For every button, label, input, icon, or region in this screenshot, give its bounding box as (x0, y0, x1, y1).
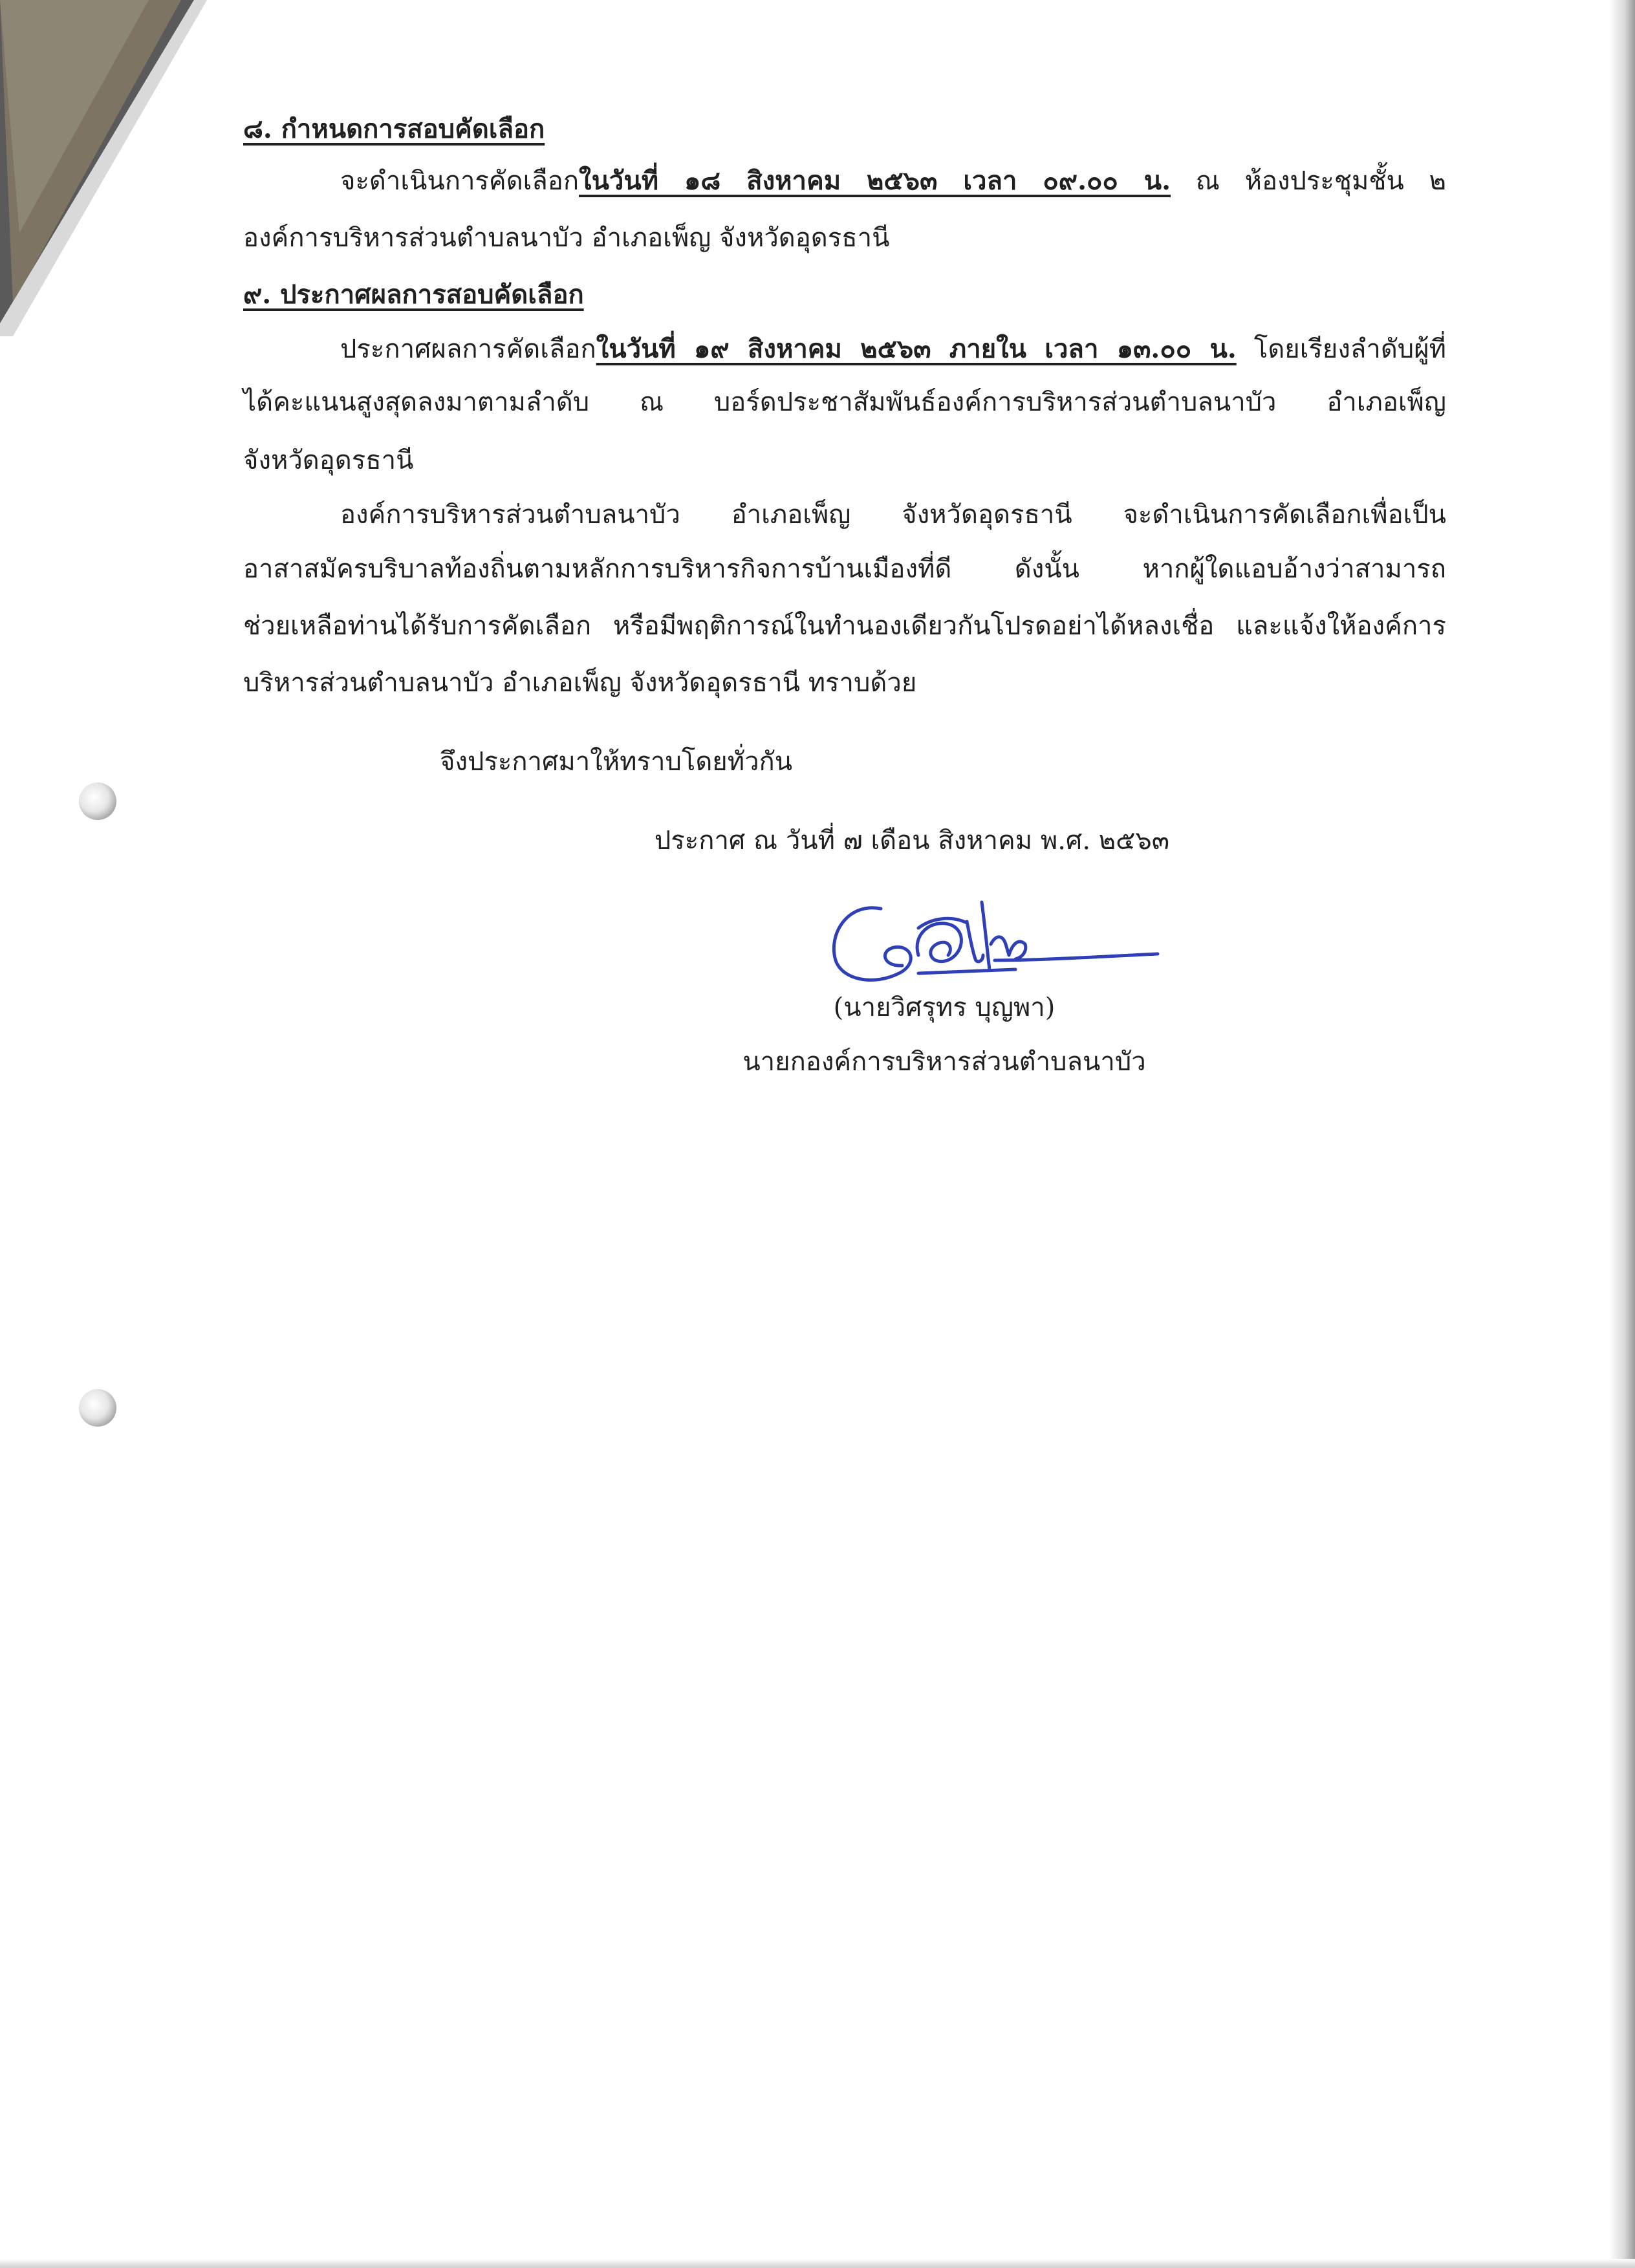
section-9-paragraph-line-1 (243, 331, 1446, 367)
section-9-paragraph-line-2: ได้คะแนนสูงสุดลงมาตามลำดับ ณ บอร์ดประชาสัมพันธ์องค์การบริหารส่วนตำบลนาบัว อำเภอเพ็ญ (243, 387, 1446, 417)
signature (821, 883, 1164, 993)
section-8-paragraph-line-1 (243, 163, 1446, 199)
folded-corner (0, 0, 207, 336)
section-8-venue: ณ ห้องประชุมชั้น ๒ (1171, 166, 1446, 196)
section-9-lead: ประกาศผลการคัดเลือก (340, 334, 596, 364)
announcement-date: ประกาศ ณ วันที่ ๗ เดือน สิงหาคม พ.ศ. ๒๕๖๓ (654, 826, 1170, 856)
signer-name: (นายวิศรุทร บุญพา) (833, 993, 1056, 1022)
section-9-tail: โดยเรียงลำดับผู้ที่ (1236, 334, 1446, 364)
signer-position: นายกองค์การบริหารส่วนตำบลนาบัว (742, 1047, 1146, 1077)
section-9-schedule: ในวันที่ ๑๙ สิงหาคม ๒๕๖๓ ภายใน เวลา ๑๓.๐๐ น. (596, 334, 1237, 364)
notice-line-1: องค์การบริหารส่วนตำบลนาบัว อำเภอเพ็ญ จังหวัดอุดรธานี จะดำเนินการคัดเลือกเพื่อเป็น (340, 500, 1446, 530)
section-9-paragraph-line-3: จังหวัดอุดรธานี (243, 446, 414, 475)
section-9-heading: ๙. ประกาศผลการสอบคัดเลือก (243, 279, 584, 310)
notice-line-3: ช่วยเหลือท่านได้รับการคัดเลือก หรือมีพฤติการณ์ในทำนองเดียวกันโปรดอย่าได้หลงเชื่อ และแจ้งให้องค์การ (243, 611, 1446, 641)
closing-statement: จึงประกาศมาให้ทราบโดยทั่วกัน (440, 747, 793, 777)
section-8-paragraph-line-2: องค์การบริหารส่วนตำบลนาบัว อำเภอเพ็ญ จังหวัดอุดรธานี (243, 223, 890, 253)
page-bottom-edge (0, 2259, 1635, 2268)
notice-line-2: อาสาสมัครบริบาลท้องถิ่นตามหลักการบริหารกิจการบ้านเมืองที่ดี ดังนั้น หากผู้ใดแอบอ้างว่าสามารถ (243, 554, 1446, 584)
section-8-schedule: ในวันที่ ๑๘ สิงหาคม ๒๕๖๓ เวลา ๐๙.๐๐ น. (579, 166, 1171, 196)
punch-hole-bottom (79, 1389, 116, 1427)
notice-line-4: บริหารส่วนตำบลนาบัว อำเภอเพ็ญ จังหวัดอุดรธานี ทราบด้วย (243, 668, 917, 698)
page-right-edge (1609, 0, 1635, 2268)
section-8-heading: ๘. กำหนดการสอบคัดเลือก (243, 114, 545, 144)
punch-hole-top (79, 783, 116, 820)
section-8-lead: จะดำเนินการคัดเลือก (340, 166, 579, 196)
